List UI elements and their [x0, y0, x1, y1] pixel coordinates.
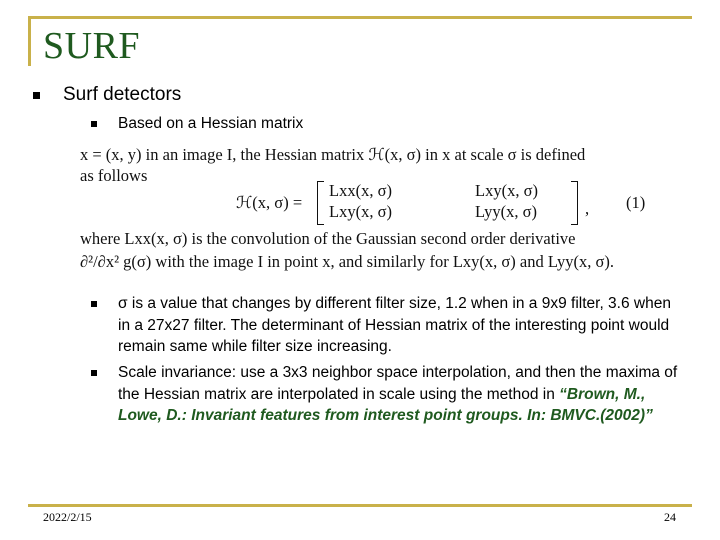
bullet-marker — [33, 92, 40, 99]
matrix-cell: Lxy(x, σ) — [475, 181, 538, 200]
page-number: 24 — [664, 510, 676, 524]
scale-invariance-text: Scale invariance: use a 3x3 neighbor space interpolation, and then the maxima of the Hessian matrix are interpolated in scale using the method in — [118, 364, 678, 403]
equation-comma: , — [585, 199, 590, 218]
bullet-surf-detectors: Surf detectors — [63, 84, 182, 105]
equation-text-line: as follows — [80, 166, 148, 185]
hessian-matrix — [317, 181, 637, 227]
matrix-left-bracket — [317, 181, 324, 225]
left-frame-rule — [28, 16, 31, 66]
reference-citation: “Brown, M., Lowe, D.: Invariant features from interest point groups. In: BMVC.(2002)” — [118, 385, 653, 424]
equation-text-line: x = (x, y) in an image I, the Hessian matrix ℋ(x, σ) in x at scale σ is defined — [80, 145, 586, 164]
sub-bullet-hessian: Based on a Hessian matrix — [118, 115, 304, 132]
matrix-right-bracket — [571, 181, 578, 225]
sub-bullet-scale-invariance — [118, 362, 678, 427]
bottom-frame-rule — [28, 504, 692, 507]
matrix-cell: Lxy(x, σ) — [329, 202, 392, 221]
top-frame-rule — [28, 16, 692, 19]
equation-text-line: where Lxx(x, σ) is the convolution of the Gaussian second order derivative — [80, 229, 576, 248]
matrix-cell: Lxx(x, σ) — [329, 181, 392, 200]
slide-title: SURF — [43, 25, 141, 67]
equation-text-line: ∂²/∂x² g(σ) with the image I in point x, and similarly for Lxy(x, σ) and Lyy(x, σ). — [80, 252, 615, 271]
footer-date: 2022/2/15 — [43, 510, 92, 524]
hessian-equation-block — [80, 143, 650, 273]
matrix-cell: Lyy(x, σ) — [475, 202, 538, 221]
bullet-marker — [91, 121, 97, 127]
equation-lhs: ℋ(x, σ) = — [236, 193, 303, 212]
sub-bullet-sigma: σ is a value that changes by different filter size, 1.2 when in a 9x9 filter, 3.6 when in a 27x27 filter. The determinant of Hessian matrix of the interesting point would remain same while filter size increasing. — [118, 295, 671, 355]
bullet-marker — [91, 370, 97, 376]
equation-number: (1) — [626, 193, 646, 212]
bullet-marker — [91, 301, 97, 307]
